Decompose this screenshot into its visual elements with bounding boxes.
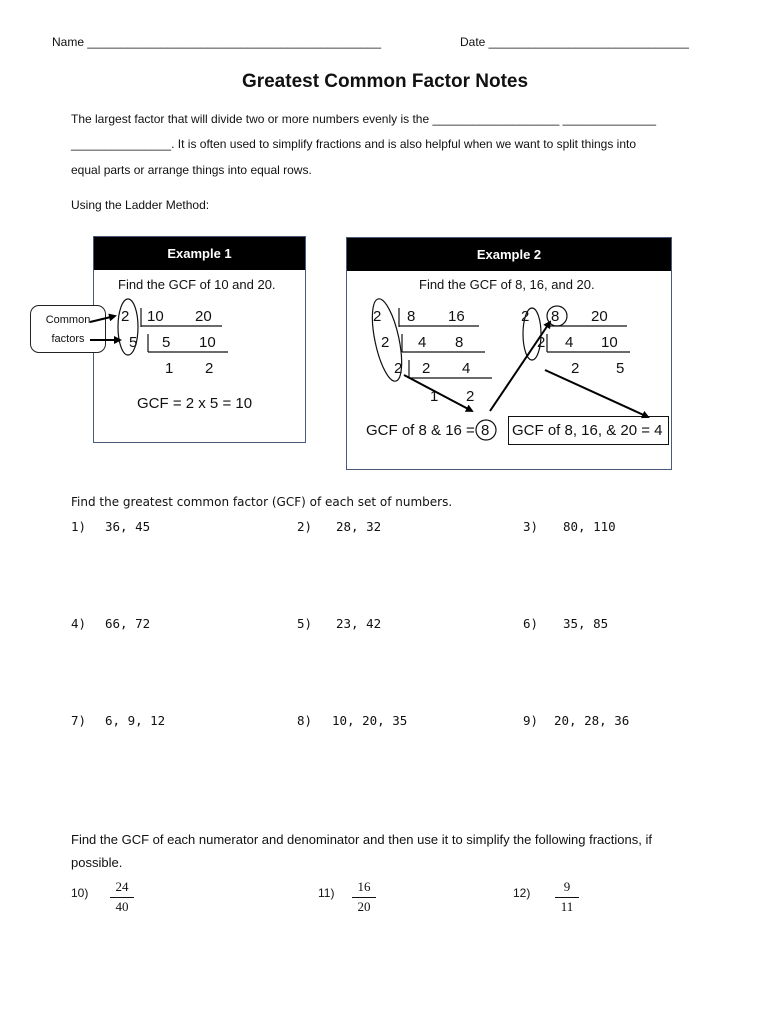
problem-text: 36, 45: [105, 519, 151, 534]
fractions-instruction-line-2: possible.: [71, 855, 123, 870]
callout-text: Common: [45, 314, 91, 326]
callout-text: factors: [51, 333, 85, 345]
problem-text: 10, 20, 35: [332, 713, 408, 728]
ex2-left-quotient: 2: [466, 388, 475, 405]
ex2-final-result: GCF of 8, 16, & 20 = 4: [512, 422, 663, 439]
example-1-result: GCF = 2 x 5 = 10: [137, 395, 253, 412]
ex1-quotient: 1: [165, 360, 174, 377]
name-field-label: Name ____________________________________________: [52, 35, 381, 49]
intro-line-1: The largest factor that will divide two or more numbers evenly is the ___________________ ______________: [71, 112, 657, 126]
problem-number: 5): [297, 616, 313, 631]
ex2-right-divisor: 2: [521, 308, 530, 325]
fraction-numerator: 24: [115, 879, 129, 894]
date-field-label: Date ______________________________: [460, 35, 689, 49]
ex2-right-value: 4: [565, 334, 574, 351]
fractions-instruction-line-1: Find the GCF of each numerator and denominator and then use it to simplify the following fractions, if: [71, 832, 652, 847]
fraction-bar: [352, 897, 376, 898]
ex2-left-value: 4: [462, 360, 471, 377]
ex1-value: 20: [195, 308, 212, 325]
page-title: Greatest Common Factor Notes: [241, 71, 529, 92]
ex2-result-8-16-value: 8: [481, 422, 490, 439]
ex2-left-value: 8: [407, 308, 416, 325]
problem-number: 2): [297, 519, 313, 534]
problem-number: 4): [71, 616, 87, 631]
ex2-left-value: 16: [448, 308, 465, 325]
ex2-right-divisor: 2: [537, 334, 546, 351]
ex1-divisor-1: 2: [121, 308, 130, 325]
intro-line-3: equal parts or arrange things into equal rows.: [71, 163, 312, 177]
problem-text: 66, 72: [105, 616, 151, 631]
fraction-denominator: 11: [560, 899, 574, 914]
fraction-problem-number: 11): [318, 886, 335, 900]
ex2-left-value: 4: [418, 334, 427, 351]
problem-text: 23, 42: [336, 616, 382, 631]
ex2-left-value: 2: [422, 360, 431, 377]
ex2-left-value: 8: [455, 334, 464, 351]
problem-text: 35, 85: [563, 616, 609, 631]
ex2-right-value: 8: [551, 308, 560, 325]
ex2-left-divisor: 2: [394, 360, 403, 377]
example-1-heading: Example 1: [94, 237, 305, 270]
fraction-problem-number: 12): [513, 886, 531, 900]
ex1-value: 5: [162, 334, 171, 351]
ex1-value: 10: [199, 334, 216, 351]
problem-text: 6, 9, 12: [105, 713, 166, 728]
fraction-numerator: 16: [357, 879, 371, 894]
ex2-right-value: 20: [591, 308, 608, 325]
ex1-quotient: 2: [205, 360, 214, 377]
ex2-left-quotient: 1: [430, 388, 439, 405]
problem-text: 80, 110: [563, 519, 616, 534]
ex2-left-divisor: 2: [373, 308, 382, 325]
intro-line-2: _______________. It is often used to simplify fractions and is also helpful when we want to split things into: [71, 137, 637, 151]
problem-text: 20, 28, 36: [554, 713, 630, 728]
ladder-method-label: Using the Ladder Method:: [71, 198, 210, 212]
ex2-result-8-16: GCF of 8 & 16 =: [366, 422, 475, 439]
problem-text: 28, 32: [336, 519, 382, 534]
problem-number: 1): [71, 519, 87, 534]
ex2-right-quotient: 5: [616, 360, 625, 377]
example-1-prompt: Find the GCF of 10 and 20.: [118, 277, 276, 292]
example-2-prompt: Find the GCF of 8, 16, and 20.: [419, 277, 595, 292]
fraction-numerator: 9: [563, 879, 571, 894]
problem-number: 7): [71, 713, 87, 728]
example-2-heading: Example 2: [347, 238, 671, 271]
problem-number: 9): [523, 713, 539, 728]
fraction-bar: [110, 897, 134, 898]
practice-instruction: Find the greatest common factor (GCF) of each set of numbers.: [71, 495, 453, 509]
ex1-divisor-2: 5: [129, 334, 138, 351]
ex2-left-divisor: 2: [381, 334, 390, 351]
problem-number: 6): [523, 616, 539, 631]
fraction-bar: [555, 897, 579, 898]
ex2-right-quotient: 2: [571, 360, 580, 377]
problem-number: 3): [523, 519, 539, 534]
fraction-denominator: 20: [357, 899, 371, 914]
fraction-problem-number: 10): [71, 886, 89, 900]
fraction-denominator: 40: [115, 899, 129, 914]
problem-number: 8): [297, 713, 313, 728]
ex2-right-value: 10: [601, 334, 618, 351]
ex1-value: 10: [147, 308, 164, 325]
